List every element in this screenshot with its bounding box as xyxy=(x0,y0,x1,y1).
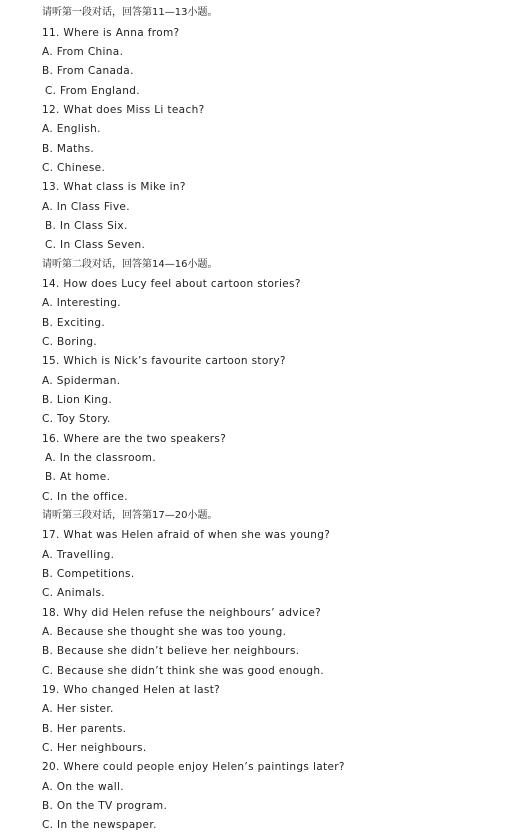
question-20: 20. Where could people enjoy Helen’s paintings later? xyxy=(42,761,345,773)
question-11-option-c: C. From England. xyxy=(45,85,140,97)
question-17: 17. What was Helen afraid of when she was young? xyxy=(42,529,331,541)
question-12-option-a: A. English. xyxy=(42,123,101,135)
question-11-option-b: B. From Canada. xyxy=(42,65,134,77)
question-13-option-b: B. In Class Six. xyxy=(45,220,128,232)
question-13-option-c: C. In Class Seven. xyxy=(45,239,146,251)
question-18: 18. Why did Helen refuse the neighbours’ advice? xyxy=(42,607,322,619)
question-16-option-c: C. In the office. xyxy=(42,491,128,503)
question-15: 15. Which is Nick’s favourite cartoon story? xyxy=(42,355,286,367)
question-16: 16. Where are the two speakers? xyxy=(42,433,227,445)
question-12-option-c: C. Chinese. xyxy=(42,162,106,174)
question-14-option-b: B. Exciting. xyxy=(42,317,106,329)
question-15-option-c: C. Toy Story. xyxy=(42,413,111,425)
question-19-option-b: B. Her parents. xyxy=(42,723,127,735)
question-17-option-a: A. Travelling. xyxy=(42,549,115,561)
section-3-instruction: 请听第三段对话，回答第17—20小题。 xyxy=(42,510,218,521)
question-16-option-b: B. At home. xyxy=(45,471,111,483)
question-19-option-a: A. Her sister. xyxy=(42,703,114,715)
question-18-option-b: B. Because she didn’t believe her neighbours. xyxy=(42,645,300,657)
question-15-option-a: A. Spiderman. xyxy=(42,375,121,387)
question-13-option-a: A. In Class Five. xyxy=(42,201,130,213)
question-11: 11. Where is Anna from? xyxy=(42,27,180,39)
section-2-instruction: 请听第二段对话，回答第14—16小题。 xyxy=(42,259,218,270)
question-17-option-b: B. Competitions. xyxy=(42,568,135,580)
question-12-option-b: B. Maths. xyxy=(42,143,95,155)
question-11-option-a: A. From China. xyxy=(42,46,124,58)
question-12: 12. What does Miss Li teach? xyxy=(42,104,205,116)
question-19: 19. Who changed Helen at last? xyxy=(42,684,221,696)
question-14: 14. How does Lucy feel about cartoon stories? xyxy=(42,278,301,290)
question-20-option-b: B. On the TV program. xyxy=(42,800,168,812)
question-16-option-a: A. In the classroom. xyxy=(45,452,156,464)
question-20-option-a: A. On the wall. xyxy=(42,781,124,793)
question-20-option-c: C. In the newspaper. xyxy=(42,819,157,831)
question-18-option-a: A. Because she thought she was too young. xyxy=(42,626,287,638)
question-19-option-c: C. Her neighbours. xyxy=(42,742,147,754)
question-17-option-c: C. Animals. xyxy=(42,587,105,599)
question-14-option-a: A. Interesting. xyxy=(42,297,121,309)
question-14-option-c: C. Boring. xyxy=(42,336,98,348)
question-18-option-c: C. Because she didn’t think she was good enough. xyxy=(42,665,325,677)
question-13: 13. What class is Mike in? xyxy=(42,181,186,193)
section-1-instruction: 请听第一段对话，回答第11—13小题。 xyxy=(42,7,218,18)
question-15-option-b: B. Lion King. xyxy=(42,394,113,406)
